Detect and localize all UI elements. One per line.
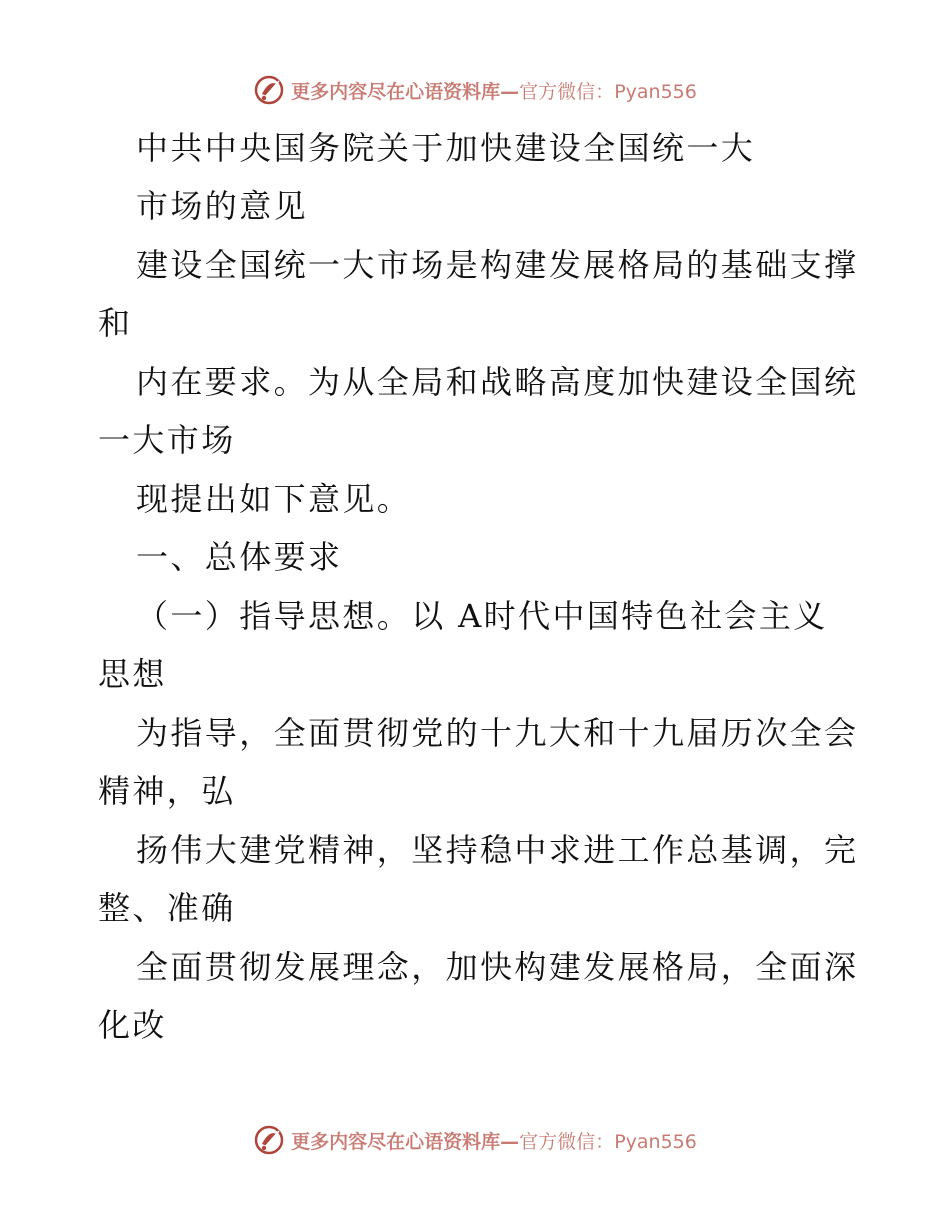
watermark-dash: — — [500, 1130, 520, 1153]
text-line: 中共中央国务院关于加快建设全国统一大 — [136, 129, 756, 167]
text-line: 扬伟大建党精神，坚持稳中求进工作总基调，完 — [136, 831, 859, 869]
watermark-official-label: 官方微信： — [519, 80, 615, 103]
watermark-brand: 更多内容尽在心语资料库 — [291, 80, 501, 103]
brand-logo-icon — [253, 74, 285, 106]
text-line: 为指导，全面贯彻党的十九大和十九届历次全会 — [136, 714, 859, 752]
watermark-dash: — — [500, 80, 520, 103]
text-line: 精神，弘 — [98, 772, 236, 810]
watermark-brand: 更多内容尽在心语资料库 — [291, 1130, 501, 1153]
text-line: 内在要求。为从全局和战略高度加快建设全国统 — [136, 363, 859, 401]
text-line: 化改 — [98, 1006, 167, 1044]
watermark-wechat-id: Pyan556 — [614, 1130, 697, 1153]
text-line: 市场的意见 — [136, 187, 309, 225]
watermark-official-label: 官方微信： — [519, 1130, 615, 1153]
footer-watermark — [0, 1122, 950, 1158]
text-line: 建设全国统一大市场是构建发展格局的基础支撑 — [136, 246, 859, 284]
brand-logo-icon — [253, 1124, 285, 1156]
watermark-text — [291, 1127, 697, 1154]
text-line: （一）指导思想。以 A时代中国特色社会主义 — [136, 597, 828, 635]
text-line: 全面贯彻发展理念，加快构建发展格局，全面深 — [136, 948, 859, 986]
text-line: 一大市场 — [98, 421, 236, 459]
text-line: 思想 — [98, 655, 167, 693]
text-line: 一、总体要求 — [136, 538, 343, 576]
text-line: 和 — [98, 304, 133, 342]
watermark-text — [291, 77, 697, 104]
text-line: 现提出如下意见。 — [136, 480, 412, 518]
header-watermark — [0, 72, 950, 108]
text-line: 整、准确 — [98, 889, 236, 927]
watermark-wechat-id: Pyan556 — [614, 80, 697, 103]
